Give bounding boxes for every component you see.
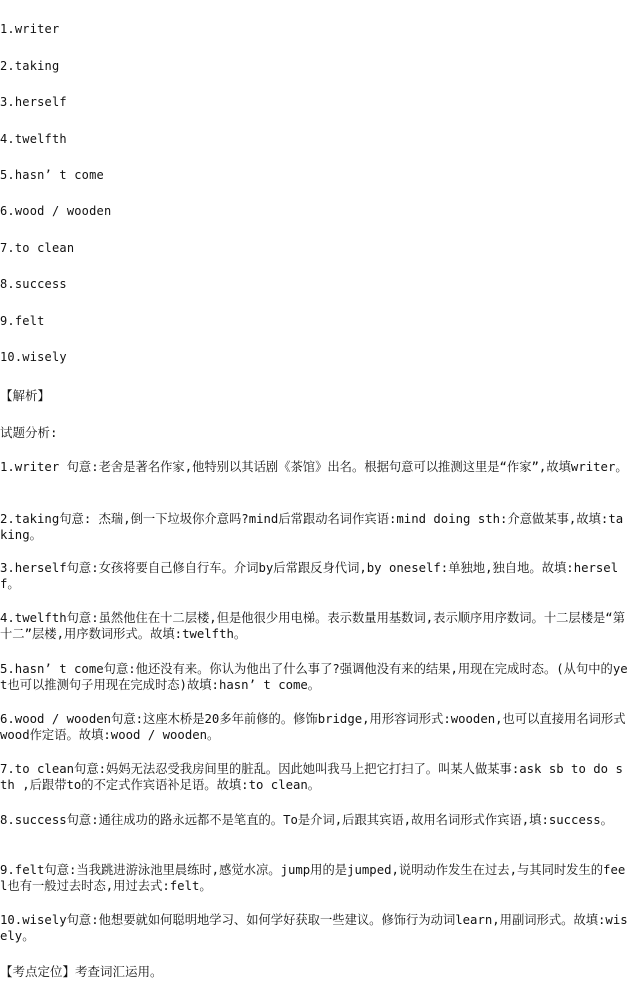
analysis-heading: 【解析】 (0, 388, 51, 403)
answer-10: 10.wisely (0, 350, 67, 364)
answer-6: 6.wood / wooden (0, 204, 112, 218)
explanation-7: 7.to clean句意:妈妈无法忍受我房间里的脏乱。因此她叫我马上把它打扫了。叫某人做某事:ask sb to do sth ,后跟带to的不定式作宾语补足语。故填:to clean。 (0, 762, 623, 792)
analysis-subheading: 试题分析: (0, 425, 58, 440)
explanation-3: 3.herself句意:女孩将要自己修自行车。介词by后常跟反身代词,by oneself:单独地,独自地。故填:herself。 (0, 561, 619, 591)
explanation-4: 4.twelfth句意:虽然他住在十二层楼,但是他很少用电梯。表示数量用基数词,表示顺序用序数词。十二层楼是“第十二”层楼,用序数词形式。故填:twelfth。 (0, 611, 626, 641)
answer-7: 7.to clean (0, 241, 75, 255)
explanation-9: 9.felt句意:当我跳进游泳池里晨练时,感觉水凉。jump用的是jumped,说明动作发生在过去,与其同时发生的feel也有一般过去时态,用过去式:felt。 (0, 863, 626, 893)
answer-2: 2.taking (0, 59, 60, 73)
explanation-8: 8.success句意:通往成功的路永远都不是笔直的。To是介词,后跟其宾语,故用名词形式作宾语,填:success。 (0, 813, 613, 827)
answer-8: 8.success (0, 277, 67, 291)
answer-5: 5.hasn’ t come (0, 168, 104, 182)
explanation-6: 6.wood / wooden句意:这座木桥是20多年前修的。修饰bridge,用形容词形式:wooden,也可以直接用名词形式wood作定语。故填:wood / wooden。 (0, 712, 626, 742)
answer-1: 1.writer (0, 22, 60, 36)
explanation-2: 2.taking句意: 杰瑞,倒一下垃圾你介意吗?mind后常跟动名词作宾语:mind doing sth:介意做某事,故填:taking。 (0, 512, 624, 542)
answer-4: 4.twelfth (0, 132, 67, 146)
explanation-1: 1.writer 句意:老舍是著名作家,他特别以其话剧《茶馆》出名。根据句意可以推测这里是“作家”,故填writer。 (0, 460, 628, 474)
answer-3: 3.herself (0, 95, 67, 109)
footer-key-point: 【考点定位】考查词汇运用。 (0, 964, 163, 979)
answer-9: 9.felt (0, 314, 45, 328)
explanation-5: 5.hasn’ t come句意:他还没有来。你认为他出了什么事了?强调他没有来的结果,用现在完成时态。(从句中的yet也可以推测句子用现在完成时态)故填:hasn’ t come。 (0, 662, 628, 692)
explanation-10: 10.wisely句意:他想要就如何聪明地学习、如何学好获取一些建议。修饰行为动词learn,用副词形式。故填:wisely。 (0, 913, 628, 943)
